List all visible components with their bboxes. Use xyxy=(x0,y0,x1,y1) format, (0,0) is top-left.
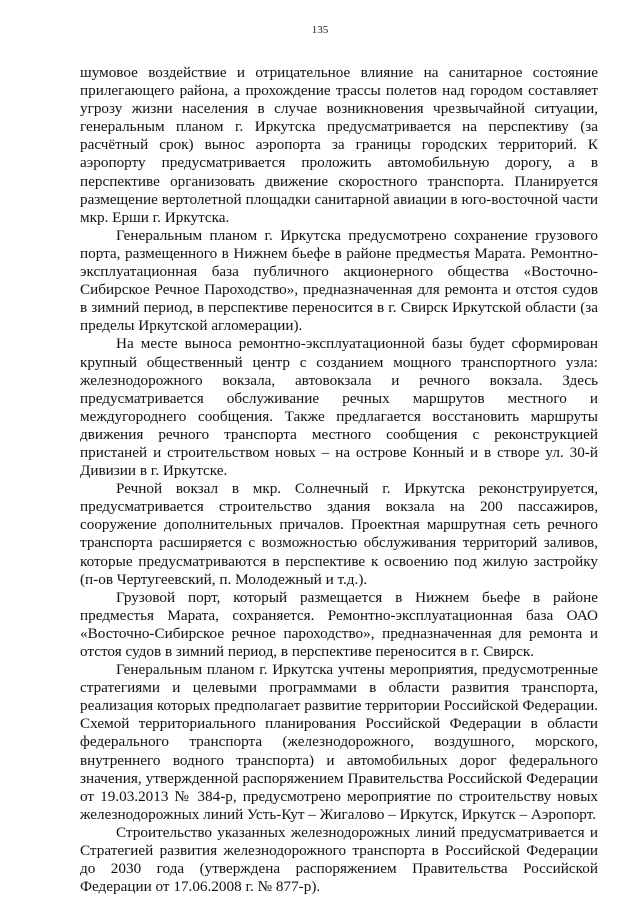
body-text xyxy=(80,64,598,896)
paragraph-6: Генеральным планом г. Иркутска учтены мероприятия, предусмотренные стратегиями и целевыми программами в области развития транспорта, реализация которых предполагает развитие территории Российской Федерации. Схемой территориального планирования Российской Федерации в области федерального транспорта (железнодорожного, воздушного, морского, внутреннего водного транспорта) и автомобильных дорог федерального значения, утвержденной распоряжением Правительства Российской Федерации от 19.03.2013 № 384-р, предусмотрено мероприятие по строительству новых железнодорожных линий Усть-Кут – Жигалово – Иркутск, Иркутск – Аэропорт. xyxy=(80,661,598,823)
paragraph-2: Генеральным планом г. Иркутска предусмотрено сохранение грузового порта, размещенного в Нижнем бьефе в районе предместья Марата. Ремонтно-эксплуатационная база публичного акционерного общества «Восточно-Сибирское Речное Пароходство», предназначенная для ремонта и отстоя судов в зимний период, в перспективе переносится в г. Свирск Иркутской области (за пределы Иркутской агломерации). xyxy=(80,226,598,335)
paragraph-4: Речной вокзал в мкр. Солнечный г. Иркутска реконструируется, предусматривается строительство здания вокзала на 200 пассажиров, сооружение дополнительных причалов. Проектная маршрутная сеть речного транспорта расширяется с возможностью обслуживания территорий заливов, которые предусматриваются в перспективе к освоению под жилую застройку (п-ов Чертугеевский, п. Молодежный и т.д.). xyxy=(80,480,598,588)
page-number: 135 xyxy=(311,24,329,36)
paragraph-5: Грузовой порт, который размещается в Нижнем бьефе в районе предместья Марата, сохраняется. Ремонтно-эксплуатационная база ОАО «Восточно-Сибирское речное пароходство», предназначенная для ремонта и отстоя судов в зимний период, в перспективе переносится в г. Свирск. xyxy=(80,588,598,660)
paragraph-3: На месте выноса ремонтно-эксплуатационной базы будет сформирован крупный общественный центр с созданием мощного транспортного узла: железнодорожного вокзала, автовокзала и речного вокзала. Здесь предусматривается обслуживание речных маршрутов местного и междугороднего сообщения. Также предлагается восстановить маршруты движения речного транспорта местного сообщения с реконструкцией пристаней и строительством новых – на острове Конный и в створе ул. 30-й Дивизии в г. Иркутске. xyxy=(80,335,598,480)
paragraph-1: шумовое воздействие и отрицательное влияние на санитарное состояние прилегающего района, а прохождение трассы полетов над городом составляет угрозу жизни населения в случае возникновения чрезвычайной ситуации, генеральным планом г. Иркутска предусматривается на перспективу (за расчётный срок) вынос аэропорта за границы городских территорий. К аэропорту предусматривается проложить автомобильную дорогу, а в перспективе организовать движение скоростного транспорта. Планируется размещение вертолетной площадки санитарной авиации в юго-восточной части мкр. Ерши г. Иркутска. xyxy=(80,64,598,226)
paragraph-7: Строительство указанных железнодорожных линий предусматривается и Стратегией развития железнодорожного транспорта в Российской Федерации до 2030 года (утверждена распоряжением Правительства Российской Федерации от 17.06.2008 г. № 877-р). xyxy=(80,823,598,896)
